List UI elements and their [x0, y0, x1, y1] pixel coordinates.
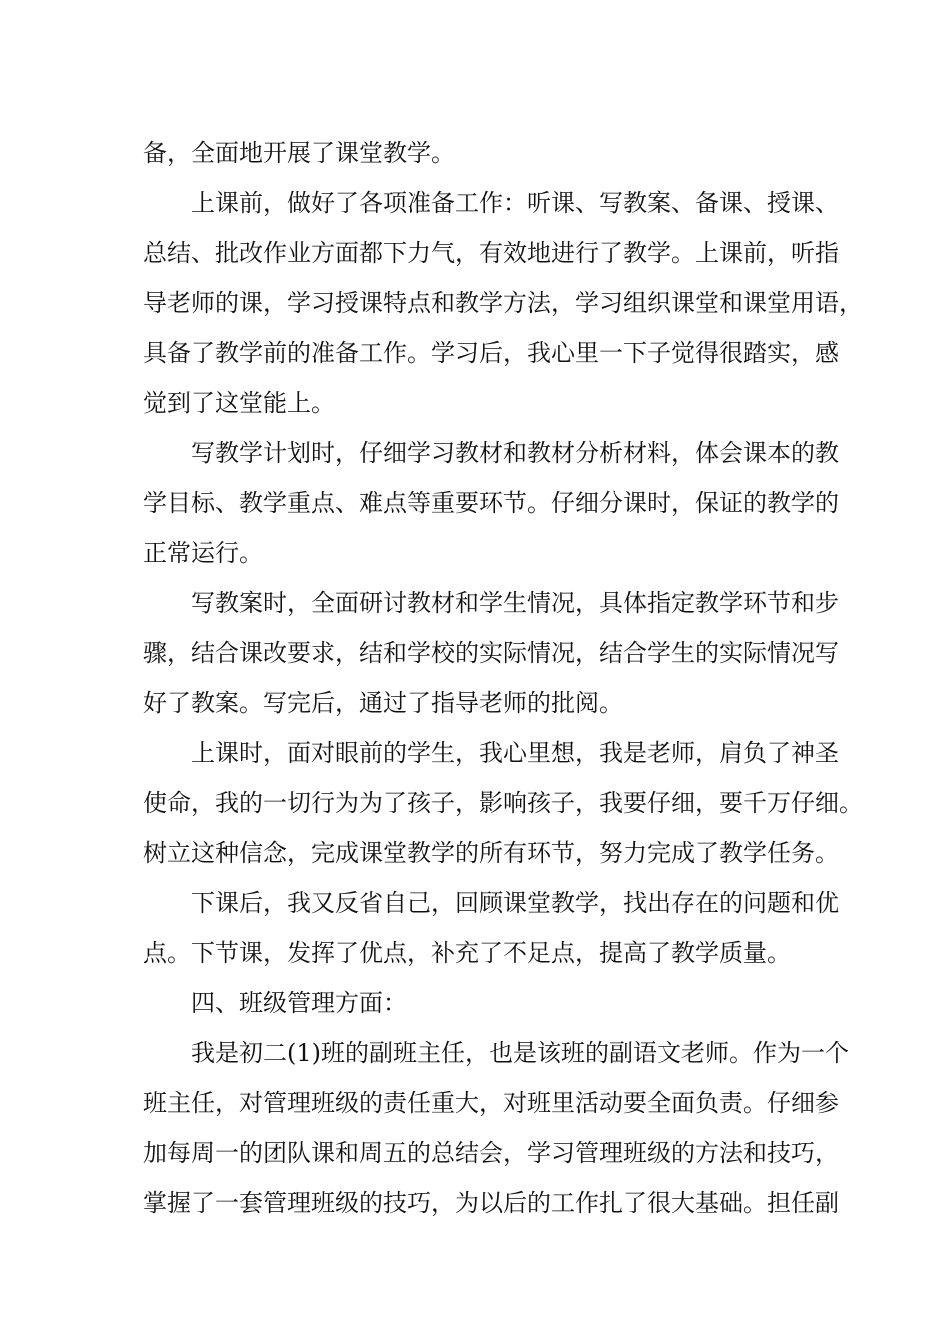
text-line: 学目标、教学重点、难点等重要环节。仔细分课时，保证的教学的 — [143, 489, 839, 517]
text-line: 备，全面地开展了课堂教学。 — [143, 139, 455, 167]
paragraph-start-line: 下课后，我又反省自己，回顾课堂教学，找出存在的问题和优 — [191, 889, 839, 917]
paragraph-start-line: 我是初二(1)班的副班主任，也是该班的副语文老师。作为一个 — [191, 1039, 849, 1067]
paragraph-start-line: 上课时，面对眼前的学生，我心里想，我是老师，肩负了神圣 — [191, 739, 839, 767]
paragraph-start-line: 写教案时，全面研讨教材和学生情况，具体指定教学环节和步 — [191, 589, 839, 617]
paragraph-start-line: 写教学计划时，仔细学习教材和教材分析材料，体会课本的教 — [191, 439, 839, 467]
text-line: 骤，结合课改要求，结和学校的实际情况，结合学生的实际情况写 — [143, 639, 839, 667]
text-line: 好了教案。写完后，通过了指导老师的批阅。 — [143, 689, 623, 717]
text-line: 班主任，对管理班级的责任重大，对班里活动要全面负责。仔细参 — [143, 1089, 839, 1117]
text-line: 正常运行。 — [143, 539, 263, 567]
text-line: 树立这种信念，完成课堂教学的所有环节，努力完成了教学任务。 — [143, 839, 839, 867]
text-line: 点。下节课，发挥了优点，补充了不足点，提高了教学质量。 — [143, 939, 791, 967]
text-line: 具备了教学前的准备工作。学习后，我心里一下子觉得很踏实，感 — [143, 339, 839, 367]
paragraph-start-line: 上课前，做好了各项准备工作：听课、写教案、备课、授课、 — [191, 189, 839, 217]
text-line: 加每周一的团队课和周五的总结会，学习管理班级的方法和技巧， — [143, 1139, 839, 1167]
text-line: 掌握了一套管理班级的技巧，为以后的工作扎了很大基础。担任副 — [143, 1189, 839, 1217]
document-body — [143, 128, 863, 1228]
text-line: 使命，我的一切行为为了孩子，影响孩子，我要仔细，要千万仔细。 — [143, 789, 863, 817]
text-line: 觉到了这堂能上。 — [143, 389, 335, 417]
text-line: 导老师的课，学习授课特点和教学方法，学习组织课堂和课堂用语， — [143, 289, 863, 317]
section-heading: 四、班级管理方面： — [191, 989, 407, 1017]
text-line: 总结、批改作业方面都下力气，有效地进行了教学。上课前，听指 — [143, 239, 839, 267]
